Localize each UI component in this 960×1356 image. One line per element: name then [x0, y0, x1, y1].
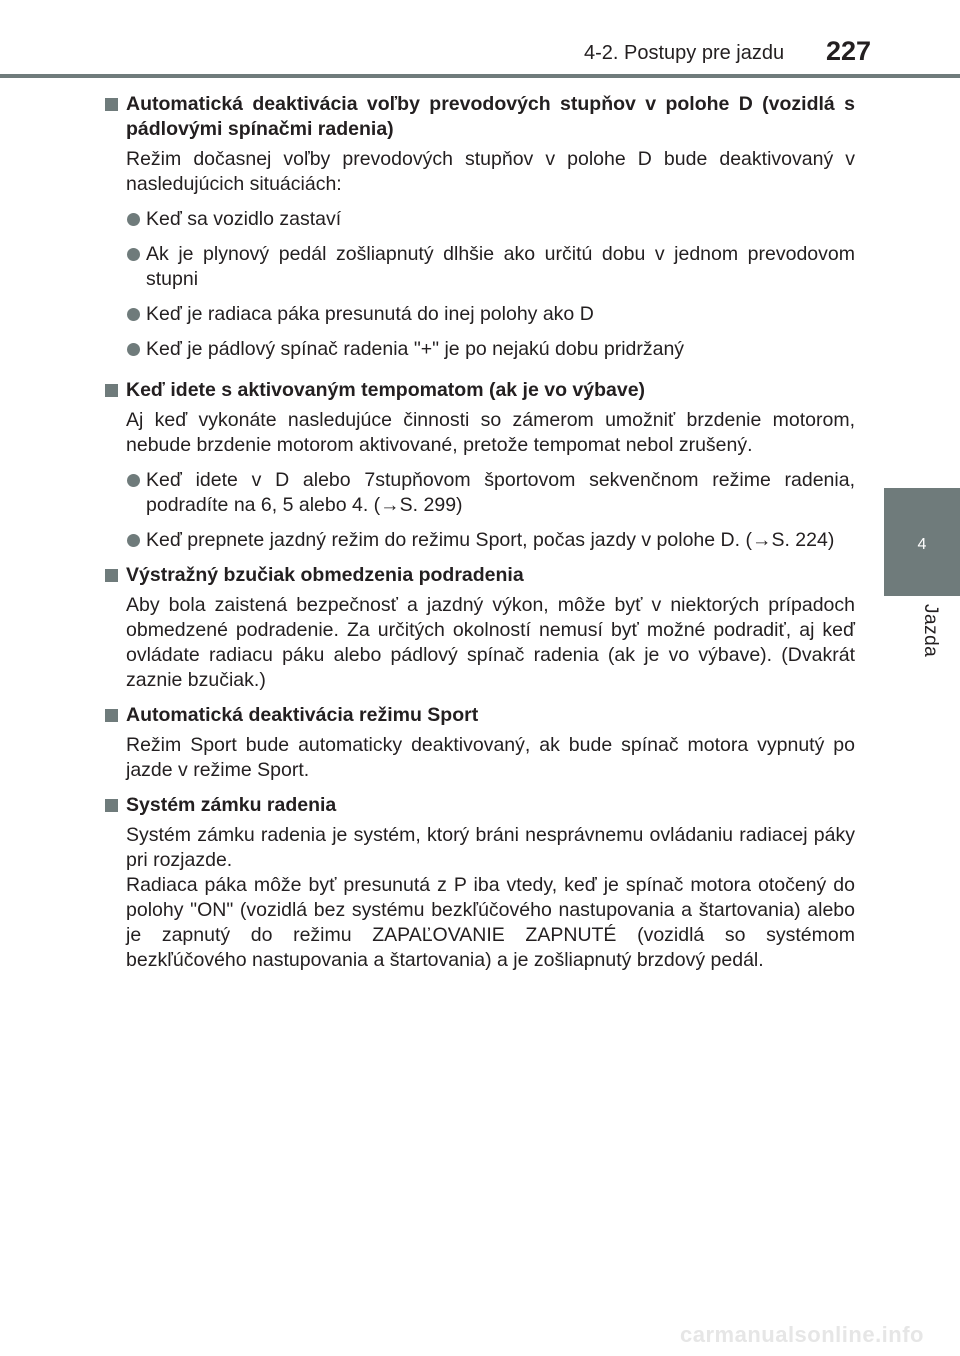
square-bullet-icon: [105, 98, 118, 111]
round-bullet-icon: [127, 248, 140, 261]
round-bullet-icon: [127, 308, 140, 321]
page-number: 227: [826, 36, 872, 66]
paragraph: Systém zámku radenia je systém, ktorý bráni nesprávnemu ovládaniu radiacej páky pri rozjazde.: [126, 824, 855, 871]
page-content: [103, 92, 855, 983]
chapter-tab[interactable]: [884, 488, 960, 596]
square-bullet-icon: [105, 384, 118, 397]
list-item: Keď prepnete jazdný režim do režimu Sport, počas jazdy v polohe D. (→S. 224): [103, 528, 855, 553]
round-bullet-icon: [127, 534, 140, 547]
section-heading: Keď idete s aktivovaným tempomatom (ak je vo výbave): [103, 378, 855, 403]
section-title: 4-2. Postupy pre jazdu: [584, 42, 785, 64]
chapter-label: Jazda: [920, 604, 941, 658]
square-bullet-icon: [105, 799, 118, 812]
watermark: carmanualsonline.info: [680, 1322, 924, 1347]
paragraph: Radiaca páka môže byť presunutá z P iba vtedy, keď je spínač motora otočený do polohy "ON" (vozidlá bez systému bezkľúčového nastupovania a štartovania) alebo je zapnutý do režimu ZAPAĽOVANIE ZAPNUTÉ (vozidlá so systémom bezkľúčového nastupovania a štartovania) a je zošliapnutý brzdový pedál.: [126, 874, 855, 971]
square-bullet-icon: [105, 569, 118, 582]
round-bullet-icon: [127, 213, 140, 226]
list-item: Keď je pádlový spínač radenia "+" je po nejakú dobu pridržaný: [103, 337, 855, 362]
list-item: Ak je plynový pedál zošliapnutý dlhšie ako určitú dobu v jednom prevodovom stupni: [103, 242, 855, 292]
paragraph: Režim dočasnej voľby prevodových stupňov v polohe D bude deaktivovaný v nasledujúcich situáciách:: [126, 148, 855, 195]
round-bullet-icon: [127, 343, 140, 356]
square-bullet-icon: [105, 709, 118, 722]
page-header: [0, 0, 960, 80]
section-heading: Výstražný bzučiak obmedzenia podradenia: [103, 563, 855, 588]
paragraph: Aj keď vykonáte nasledujúce činnosti so zámerom umožniť brzdenie motorom, nebude brzdenie motorom aktivované, pretože tempomat nebol zrušený.: [126, 409, 855, 456]
paragraph: Aby bola zaistená bezpečnosť a jazdný výkon, môže byť v niektorých prípadoch obmedzené podradenie. Za určitých okolností nemusí byť možné podradiť, aj keď ovládate radiacu páku alebo pádlový spínač radenia (ak je vo výbave). (Dvakrát zaznie bzučiak.): [126, 594, 855, 691]
section-heading: Automatická deaktivácia voľby prevodových stupňov v polohe D (vozidlá s pádlovými spínačmi radenia): [103, 92, 855, 142]
chapter-number: 4: [917, 536, 927, 553]
list-item: Keď je radiaca páka presunutá do inej polohy ako D: [103, 302, 855, 327]
section-heading: Automatická deaktivácia režimu Sport: [103, 703, 855, 728]
list-item: Keď sa vozidlo zastaví: [103, 207, 855, 232]
list-item: Keď idete v D alebo 7stupňovom športovom sekvenčnom režime radenia, podradíte na 6, 5 alebo 4. (→S. 299): [103, 468, 855, 518]
round-bullet-icon: [127, 474, 140, 487]
header-rule: [0, 74, 960, 78]
section-heading: Systém zámku radenia: [103, 793, 855, 818]
paragraph: Režim Sport bude automaticky deaktivovaný, ak bude spínač motora vypnutý po jazde v režime Sport.: [126, 734, 855, 781]
